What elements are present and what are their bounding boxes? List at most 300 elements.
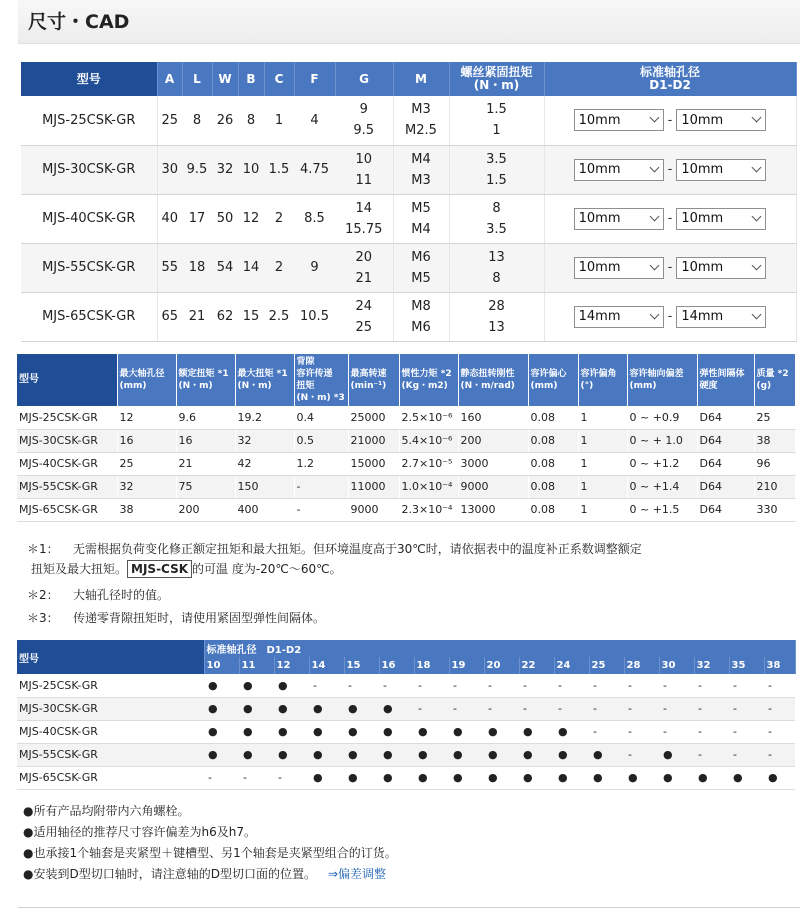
table-row <box>17 498 795 521</box>
bore-availability-mark: - <box>204 766 239 789</box>
header-torque-unit: (N・m) <box>473 78 520 92</box>
bore-availability-table <box>17 640 796 790</box>
bore-availability-mark: ● <box>624 766 659 789</box>
bore-availability-mark: - <box>729 743 764 766</box>
torque-value-1: 1.5 <box>486 102 507 118</box>
spec-cell: MJS-30CSK-GR <box>17 429 117 452</box>
range-dash: - <box>667 309 673 324</box>
spec-cell: 0 ~ +0.9 <box>627 406 697 429</box>
spec-header-stiffness: 静态扭转刚性 (N・m/rad) <box>458 354 528 406</box>
bore-availability-mark: - <box>554 697 589 720</box>
bore-availability-mark: ● <box>379 720 414 743</box>
b-cell: 15 <box>238 292 264 341</box>
spec-cell: 160 <box>458 406 528 429</box>
g-cell <box>335 243 393 292</box>
a-cell: 30 <box>157 145 182 194</box>
spec-cell: MJS-65CSK-GR <box>17 498 117 521</box>
torque-value-2: 1.5 <box>486 172 507 188</box>
spec-header-mass: 质量 *2 (g) <box>754 354 795 406</box>
bore-size-header: 32 <box>694 657 729 674</box>
bore-availability-mark: - <box>239 766 274 789</box>
bore-availability-mark: - <box>519 697 554 720</box>
footnote-text: 大轴孔径时的值。 <box>73 588 170 602</box>
deviation-adjust-link[interactable]: ⇒偏差调整 <box>327 867 387 881</box>
torque-cell <box>449 194 544 243</box>
bore-d2-select[interactable] <box>676 208 766 230</box>
bore-d1-value: 10mm <box>578 112 621 128</box>
bore-availability-mark: - <box>659 720 694 743</box>
bore-size-header: 20 <box>484 657 519 674</box>
spec-cell: 0 ~ +1.4 <box>627 475 697 498</box>
torque-value-2: 8 <box>492 270 501 286</box>
bore-d2-select[interactable] <box>676 306 766 328</box>
bore-availability-mark: ● <box>204 674 239 697</box>
bore-cell <box>544 96 796 145</box>
table-row <box>17 720 795 743</box>
bore-availability-mark: ● <box>379 743 414 766</box>
bore-availability-mark: ● <box>589 766 624 789</box>
table-row <box>17 406 795 429</box>
bore-d2-value: 10mm <box>681 260 724 275</box>
m-value-1: M5 <box>411 200 431 216</box>
note-item: ●也承接1个轴套是夹紧型＋键槽型、另1个轴套是夹紧型组合的订货。 <box>23 846 397 860</box>
spec-cell: 200 <box>458 429 528 452</box>
model-cell: MJS-25CSK-GR <box>21 96 157 145</box>
chevron-down-icon <box>752 113 762 123</box>
bore-availability-mark: ● <box>414 766 449 789</box>
f-cell: 4 <box>294 96 335 145</box>
spec-cell: 0.08 <box>528 429 578 452</box>
spec-header-max-bore: 最大轴孔径 (mm) <box>117 354 176 406</box>
torque-value-1: 13 <box>488 249 505 265</box>
bore-d1-select[interactable] <box>574 306 664 328</box>
header-a: A <box>157 62 182 96</box>
spec-cell: 1 <box>578 452 627 475</box>
bore-availability-mark: ● <box>519 766 554 789</box>
bore-model-cell: MJS-25CSK-GR <box>17 674 204 697</box>
g-value-2: 21 <box>355 270 373 286</box>
bore-availability-mark: - <box>344 674 379 697</box>
bore-d2-value: 10mm <box>681 162 724 177</box>
b-cell: 10 <box>238 145 264 194</box>
spec-cell: 11000 <box>348 475 399 498</box>
dimension-header-row <box>21 62 796 96</box>
b-cell: 12 <box>238 194 264 243</box>
product-notes <box>23 801 397 885</box>
bore-size-header: 14 <box>309 657 344 674</box>
m-value-2: M2.5 <box>405 123 437 139</box>
bore-availability-mark: - <box>764 720 795 743</box>
spec-header-angle: 容许偏角 (°) <box>578 354 627 406</box>
header-g: G <box>335 62 393 96</box>
spec-cell: D64 <box>697 475 754 498</box>
m-value-1: M6 <box>411 249 431 265</box>
spec-header-hardness: 弹性间隔体 硬度 <box>697 354 754 406</box>
spec-cell: 0.5 <box>294 429 348 452</box>
c-cell: 1.5 <box>264 145 294 194</box>
spec-cell: 38 <box>117 498 176 521</box>
bore-availability-mark: ● <box>274 697 309 720</box>
bore-size-header: 18 <box>414 657 449 674</box>
m-cell <box>393 243 449 292</box>
product-tag: MJS-CSK <box>127 560 192 578</box>
spec-header-axial: 容许轴向偏差 (mm) <box>627 354 697 406</box>
spec-cell: 1 <box>578 429 627 452</box>
bore-size-header: 30 <box>659 657 694 674</box>
model-cell: MJS-30CSK-GR <box>21 145 157 194</box>
header-bore-sub: D1-D2 <box>649 78 691 92</box>
header-l: L <box>182 62 212 96</box>
footnote-1-continued <box>31 560 787 578</box>
model-cell: MJS-55CSK-GR <box>21 243 157 292</box>
bore-availability-mark: - <box>554 674 589 697</box>
spec-cell: 25 <box>754 406 795 429</box>
footnote-1 <box>27 540 787 558</box>
bore-availability-mark: ● <box>379 766 414 789</box>
m-value-2: M5 <box>411 270 431 286</box>
table-row <box>17 697 795 720</box>
f-cell: 10.5 <box>294 292 335 341</box>
spec-cell: 0.4 <box>294 406 348 429</box>
spec-cell: 0 ~ +1.5 <box>627 498 697 521</box>
range-dash: - <box>667 162 673 177</box>
header-c: C <box>264 62 294 96</box>
bore-availability-mark: - <box>659 697 694 720</box>
table-row <box>21 194 796 243</box>
spec-cell: MJS-55CSK-GR <box>17 475 117 498</box>
bore-availability-mark: ● <box>344 697 379 720</box>
m-value-1: M8 <box>411 298 431 314</box>
bore-d1-select[interactable] <box>574 109 664 131</box>
torque-value-2: 1 <box>492 123 501 139</box>
spec-cell: D64 <box>697 452 754 475</box>
bore-availability-mark: - <box>449 697 484 720</box>
bore-availability-mark: ● <box>309 720 344 743</box>
header-model: 型号 <box>21 62 157 96</box>
bore-availability-mark: ● <box>309 766 344 789</box>
spec-cell: 2.5×10⁻⁶ <box>399 406 458 429</box>
footnote-mark: ＊1： <box>27 542 59 556</box>
spec-cell: 1.0×10⁻⁴ <box>399 475 458 498</box>
footnote-mark: ＊2： <box>27 588 59 602</box>
footnotes <box>27 540 787 632</box>
bore-cell <box>544 243 796 292</box>
title-bar <box>18 0 800 44</box>
note-item-text: ●安装到D型切口轴时，请注意轴的D型切口面的位置。 <box>23 867 316 881</box>
torque-value-1: 28 <box>488 298 505 314</box>
bore-availability-mark: ● <box>274 743 309 766</box>
chevron-down-icon <box>649 162 659 172</box>
spec-cell: - <box>294 498 348 521</box>
spec-cell: 2.7×10⁻⁵ <box>399 452 458 475</box>
chevron-down-icon <box>752 162 762 172</box>
torque-value-2: 13 <box>488 319 505 335</box>
bore-d1-select[interactable] <box>574 159 664 181</box>
spec-cell: 32 <box>235 429 294 452</box>
bore-cell <box>544 194 796 243</box>
bore-availability-mark: ● <box>659 766 694 789</box>
bore-d1-value: 10mm <box>578 162 621 177</box>
spec-cell: 32 <box>117 475 176 498</box>
bore-header-group: 标准轴孔径 D1-D2 <box>204 640 795 657</box>
m-cell <box>393 194 449 243</box>
g-value-2: 9.5 <box>353 123 375 139</box>
bottom-divider <box>18 907 800 908</box>
bore-availability-mark: - <box>624 720 659 743</box>
bore-availability-mark: - <box>589 697 624 720</box>
g-value-2: 15.75 <box>345 221 383 237</box>
spec-cell: 16 <box>176 429 235 452</box>
bore-size-header: 19 <box>449 657 484 674</box>
bore-availability-mark: - <box>274 766 309 789</box>
spec-cell: 13000 <box>458 498 528 521</box>
spec-cell: 75 <box>176 475 235 498</box>
g-cell <box>335 292 393 341</box>
g-value-1: 9 <box>359 102 368 118</box>
bore-availability-mark: - <box>694 743 729 766</box>
bore-availability-mark: ● <box>204 697 239 720</box>
table-row <box>17 429 795 452</box>
spec-cell: 1 <box>578 498 627 521</box>
spec-cell: 210 <box>754 475 795 498</box>
g-value-1: 14 <box>355 200 373 216</box>
note-item: ●所有产品均附带内六角螺栓。 <box>23 804 190 818</box>
bore-availability-mark: ● <box>274 674 309 697</box>
spec-cell: 0.08 <box>528 498 578 521</box>
bore-availability-mark: - <box>659 674 694 697</box>
g-value-2: 25 <box>355 319 373 335</box>
bore-availability-mark: - <box>484 697 519 720</box>
torque-value-1: 3.5 <box>486 151 507 167</box>
bore-size-header: 22 <box>519 657 554 674</box>
header-b: B <box>238 62 264 96</box>
bore-size-header: 28 <box>624 657 659 674</box>
torque-value-1: 8 <box>492 200 501 216</box>
spec-cell: 0 ~ +1.2 <box>627 452 697 475</box>
spec-header-eccentric: 容许偏心 (mm) <box>528 354 578 406</box>
bore-d2-select[interactable] <box>676 159 766 181</box>
b-cell: 8 <box>238 96 264 145</box>
bore-model-cell: MJS-65CSK-GR <box>17 766 204 789</box>
c-cell: 2.5 <box>264 292 294 341</box>
bore-availability-mark: - <box>449 674 484 697</box>
bore-d2-value: 10mm <box>681 211 724 226</box>
g-cell <box>335 96 393 145</box>
bore-availability-mark: ● <box>309 697 344 720</box>
a-cell: 25 <box>157 96 182 145</box>
header-torque-label: 螺丝紧固扭矩 <box>460 65 533 79</box>
header-torque <box>449 62 544 96</box>
spec-cell: 330 <box>754 498 795 521</box>
bore-d2-select[interactable] <box>676 109 766 131</box>
spec-cell: 21 <box>176 452 235 475</box>
footnote-mark: ＊3： <box>27 611 59 625</box>
bore-availability-mark: ● <box>659 743 694 766</box>
l-cell: 8 <box>182 96 212 145</box>
spec-cell: 16 <box>117 429 176 452</box>
bore-availability-mark: - <box>519 674 554 697</box>
g-value-1: 20 <box>355 249 373 265</box>
spec-header-row <box>17 354 795 406</box>
bore-availability-mark: ● <box>484 766 519 789</box>
bore-availability-mark: ● <box>239 720 274 743</box>
chevron-down-icon <box>752 211 762 221</box>
bore-d1-select[interactable] <box>574 257 664 279</box>
page-title: 尺寸・CAD <box>28 11 130 33</box>
bore-d2-value: 10mm <box>681 112 724 128</box>
bore-d1-value: 14mm <box>578 309 621 324</box>
bore-availability-mark: ● <box>484 743 519 766</box>
header-bore-label: 标准轴孔径 <box>639 65 700 79</box>
spec-cell: 12 <box>117 406 176 429</box>
bore-availability-mark: ● <box>204 743 239 766</box>
spec-header-max-speed: 最高转速 (min⁻¹) <box>348 354 399 406</box>
table-row <box>21 243 796 292</box>
table-row <box>21 96 796 145</box>
table-row <box>17 743 795 766</box>
spec-header-inertia: 惯性力矩 *2 (Kg・m2) <box>399 354 458 406</box>
footnote-cont-b: 的可温 度为-20℃～60℃。 <box>192 562 342 576</box>
f-cell: 8.5 <box>294 194 335 243</box>
bore-size-header: 15 <box>344 657 379 674</box>
spec-table <box>17 354 796 522</box>
bore-availability-mark: ● <box>484 720 519 743</box>
bore-availability-mark: ● <box>554 743 589 766</box>
bore-availability-mark: ● <box>274 720 309 743</box>
spec-cell: 25000 <box>348 406 399 429</box>
spec-cell: 38 <box>754 429 795 452</box>
bore-availability-mark: - <box>624 743 659 766</box>
spec-cell: D64 <box>697 406 754 429</box>
torque-value-2: 3.5 <box>486 221 507 237</box>
bore-availability-mark: ● <box>519 720 554 743</box>
g-value-1: 10 <box>355 151 373 167</box>
range-dash: - <box>667 260 673 275</box>
model-cell: MJS-40CSK-GR <box>21 194 157 243</box>
chevron-down-icon <box>649 260 659 270</box>
bore-size-header: 38 <box>764 657 795 674</box>
spec-cell: 9000 <box>458 475 528 498</box>
bore-availability-mark: ● <box>414 720 449 743</box>
spec-cell: 0.08 <box>528 406 578 429</box>
spec-cell: 1 <box>578 475 627 498</box>
header-w: W <box>212 62 238 96</box>
bore-availability-mark: ● <box>344 720 379 743</box>
spec-cell: 5.4×10⁻⁶ <box>399 429 458 452</box>
spec-cell: D64 <box>697 429 754 452</box>
bore-availability-mark: - <box>729 720 764 743</box>
bore-size-header: 11 <box>239 657 274 674</box>
bore-d2-value: 14mm <box>681 309 724 324</box>
header-m: M <box>393 62 449 96</box>
m-cell <box>393 292 449 341</box>
bore-availability-mark: ● <box>344 743 379 766</box>
torque-cell <box>449 145 544 194</box>
w-cell: 32 <box>212 145 238 194</box>
bore-availability-mark: ● <box>239 697 274 720</box>
table-row <box>17 674 795 697</box>
range-dash: - <box>667 112 673 128</box>
bore-size-header: 16 <box>379 657 414 674</box>
bore-availability-mark: - <box>414 697 449 720</box>
spec-cell: D64 <box>697 498 754 521</box>
bore-availability-mark: - <box>589 720 624 743</box>
l-cell: 9.5 <box>182 145 212 194</box>
bore-model-cell: MJS-40CSK-GR <box>17 720 204 743</box>
bore-availability-mark: ● <box>414 743 449 766</box>
b-cell: 14 <box>238 243 264 292</box>
chevron-down-icon <box>649 309 659 319</box>
spec-cell: 42 <box>235 452 294 475</box>
bore-availability-mark: - <box>729 697 764 720</box>
bore-model-cell: MJS-30CSK-GR <box>17 697 204 720</box>
bore-availability-mark: - <box>379 674 414 697</box>
g-cell <box>335 145 393 194</box>
f-cell: 4.75 <box>294 145 335 194</box>
torque-cell <box>449 292 544 341</box>
a-cell: 40 <box>157 194 182 243</box>
spec-header-max-torque: 最大扭矩 *1 (N・m) <box>235 354 294 406</box>
footnote-2 <box>27 586 787 604</box>
footnote-3 <box>27 609 787 627</box>
spec-cell: MJS-40CSK-GR <box>17 452 117 475</box>
chevron-down-icon <box>649 211 659 221</box>
bore-availability-mark: - <box>589 674 624 697</box>
note-item <box>23 864 397 885</box>
bore-size-header: 25 <box>589 657 624 674</box>
spec-cell: 2.3×10⁻⁴ <box>399 498 458 521</box>
footnote-text: 无需根据负荷变化修正额定扭矩和最大扭矩。但环境温度高于30℃时，请依据表中的温度补正系数调整额定 <box>73 542 642 556</box>
m-value-1: M3 <box>411 102 431 118</box>
spec-cell: 150 <box>235 475 294 498</box>
torque-cell <box>449 96 544 145</box>
bore-availability-mark: - <box>764 674 795 697</box>
table-row <box>17 452 795 475</box>
bore-d1-select[interactable] <box>574 208 664 230</box>
bore-header-model: 型号 <box>17 640 204 674</box>
torque-cell <box>449 243 544 292</box>
chevron-down-icon <box>649 113 659 123</box>
spec-cell: 25 <box>117 452 176 475</box>
spec-cell: 0.08 <box>528 452 578 475</box>
w-cell: 54 <box>212 243 238 292</box>
bore-d2-select[interactable] <box>676 257 766 279</box>
l-cell: 17 <box>182 194 212 243</box>
bore-size-header: 24 <box>554 657 589 674</box>
header-f: F <box>294 62 335 96</box>
g-value-2: 11 <box>355 172 373 188</box>
bore-availability-mark: ● <box>764 766 795 789</box>
table-row <box>17 766 795 789</box>
spec-cell: 15000 <box>348 452 399 475</box>
m-value-2: M6 <box>411 319 431 335</box>
bore-availability-mark: ● <box>519 743 554 766</box>
m-value-1: M4 <box>411 151 431 167</box>
spec-cell: 21000 <box>348 429 399 452</box>
bore-availability-mark: - <box>694 697 729 720</box>
spec-cell: 200 <box>176 498 235 521</box>
model-cell: MJS-65CSK-GR <box>21 292 157 341</box>
spec-cell: 0.08 <box>528 475 578 498</box>
table-row <box>21 292 796 341</box>
bore-availability-mark: ● <box>309 743 344 766</box>
dimension-table <box>21 62 797 342</box>
spec-cell: - <box>294 475 348 498</box>
bore-availability-mark: ● <box>554 720 589 743</box>
bore-availability-mark: - <box>309 674 344 697</box>
bore-availability-mark: ● <box>554 766 589 789</box>
spec-cell: 96 <box>754 452 795 475</box>
